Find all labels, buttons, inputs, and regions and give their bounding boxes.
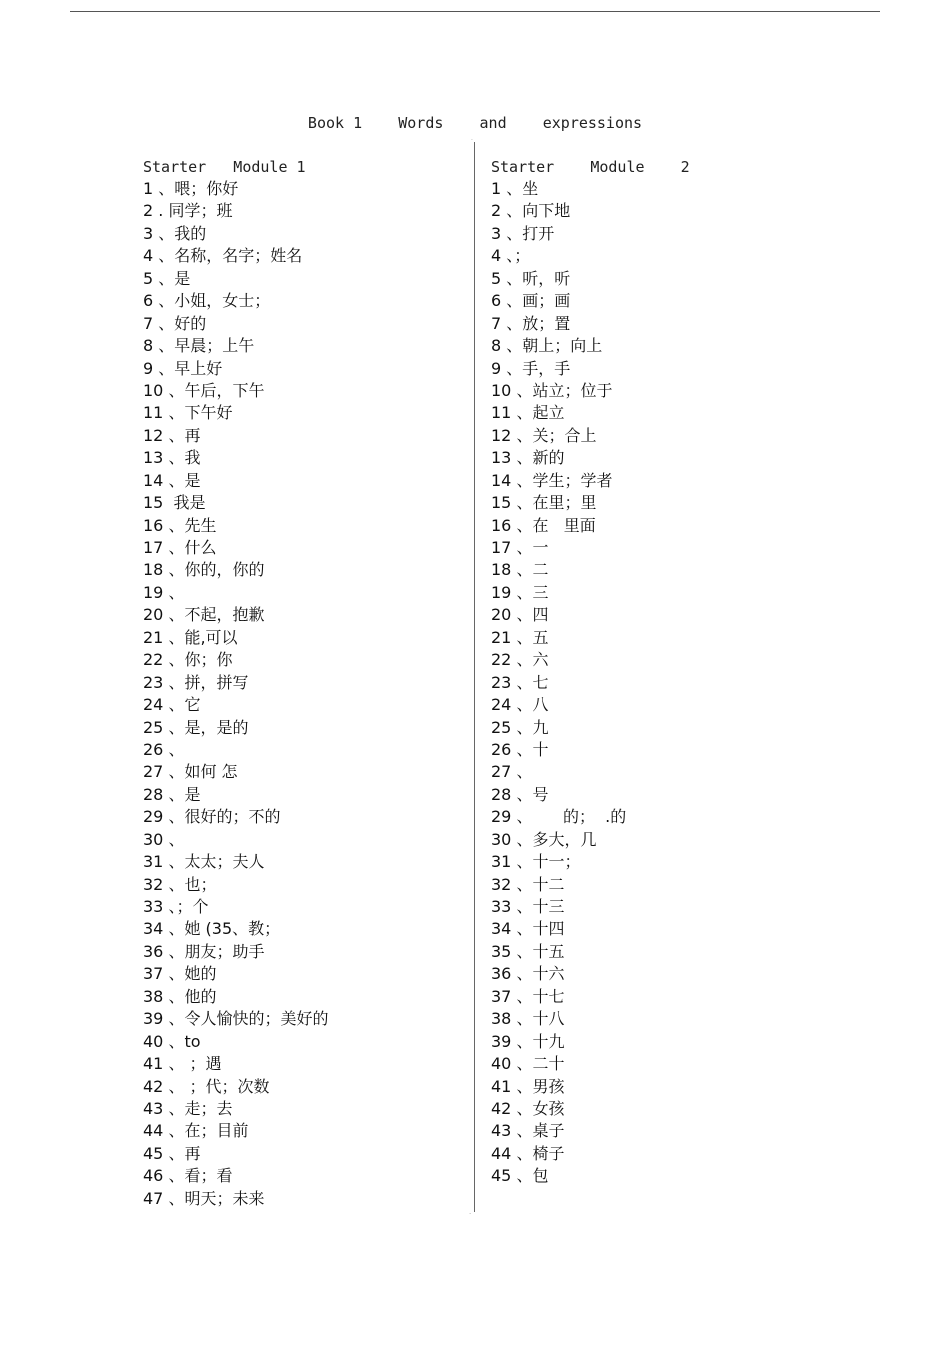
word-entry: 19 、三 bbox=[491, 582, 549, 602]
word-entry: 44 、椅子 bbox=[491, 1143, 565, 1163]
word-entry: 30 、 bbox=[143, 829, 185, 849]
word-entry: 37 、十七 bbox=[491, 986, 565, 1006]
word-entry: 17 、一 bbox=[491, 538, 549, 557]
word-entry: 17 、什么 bbox=[143, 538, 217, 557]
word-entry: 3 、我的 bbox=[143, 223, 207, 243]
word-entry: 20 、不起，抱歉 bbox=[143, 605, 265, 625]
word-entry: 38 、十八 bbox=[491, 1009, 565, 1029]
word-entry: 10 、站立；位于 bbox=[491, 380, 613, 400]
word-entry: 4 、名称，名字；姓名 bbox=[143, 246, 303, 266]
word-entry: 32 、也； bbox=[143, 874, 217, 894]
left-column bbox=[143, 156, 463, 1210]
word-entry: 23 、七 bbox=[491, 672, 549, 692]
word-entry: 37 、她的 bbox=[143, 964, 217, 984]
word-entry: 6 、画；画 bbox=[491, 291, 571, 311]
word-entry: 2 、向下地 bbox=[491, 201, 571, 221]
word-entry: 1 、坐 bbox=[491, 179, 539, 198]
word-entry: 33 、十三 bbox=[491, 897, 565, 916]
word-entry: 25 、九 bbox=[491, 717, 549, 737]
word-entry: 36 、十六 bbox=[491, 964, 565, 984]
word-entry: 11 、起立 bbox=[491, 403, 565, 423]
word-entry: 18 、你的，你的 bbox=[143, 560, 265, 580]
word-entry: 12 、再 bbox=[143, 425, 201, 445]
word-entry: 46 、看；看 bbox=[143, 1166, 233, 1186]
word-entry: 1 、喂；你好 bbox=[143, 179, 239, 198]
word-entry: 45 、包 bbox=[491, 1166, 549, 1186]
word-entry: 32 、十二 bbox=[491, 874, 565, 894]
document-title: Book 1 Words and expressions bbox=[307, 114, 643, 132]
word-entry: 9 、早上好 bbox=[143, 358, 223, 378]
left-column-heading: Starter Module 1 bbox=[143, 158, 306, 176]
word-entry: 14 、是 bbox=[143, 470, 201, 490]
word-entry: 40 、to bbox=[143, 1031, 201, 1051]
word-entry: 10 、午后，下午 bbox=[143, 380, 265, 400]
word-entry: 36 、朋友；助手 bbox=[143, 941, 265, 961]
top-rule bbox=[70, 11, 880, 12]
word-entry: 15 、在里；里 bbox=[491, 493, 597, 513]
divider-bottom-mark: · bbox=[469, 1210, 472, 1218]
word-entry: 41 、男孩 bbox=[491, 1076, 565, 1096]
word-entry: 8 、早晨；上午 bbox=[143, 336, 255, 356]
word-entry: 11 、下午好 bbox=[143, 403, 233, 423]
word-entry: 16 、在 里面 bbox=[491, 515, 596, 535]
word-entry: 26 、 bbox=[143, 739, 185, 759]
word-entry: 42 、 ；代；次数 bbox=[143, 1076, 270, 1096]
word-entry: 22 、你；你 bbox=[143, 650, 233, 670]
word-entry: 7 、放；置 bbox=[491, 313, 571, 333]
word-entry: 12 、关；合上 bbox=[491, 425, 597, 445]
word-entry: 25 、是，是的 bbox=[143, 717, 249, 737]
word-entry: 39 、十九 bbox=[491, 1031, 565, 1051]
word-entry: 13 、我 bbox=[143, 448, 201, 468]
word-entry: 16 、先生 bbox=[143, 515, 217, 535]
word-entry: 29 、 的； .的 bbox=[491, 807, 627, 827]
word-entry: 44 、在；目前 bbox=[143, 1121, 249, 1141]
word-entry: 30 、多大，几 bbox=[491, 829, 597, 849]
word-entry: 24 、八 bbox=[491, 695, 549, 715]
word-entry: 41 、 ；遇 bbox=[143, 1054, 222, 1074]
word-entry: 38 、他的 bbox=[143, 986, 217, 1006]
word-entry: 34 、十四 bbox=[491, 919, 565, 939]
right-word-list bbox=[491, 178, 811, 1188]
word-entry: 14 、学生；学者 bbox=[491, 470, 613, 490]
divider-top-mark: · bbox=[471, 137, 473, 144]
word-entry: 34 、她 (35、教； bbox=[143, 919, 281, 939]
word-entry: 42 、女孩 bbox=[491, 1098, 565, 1118]
word-entry: 5 、是 bbox=[143, 268, 191, 288]
right-column bbox=[491, 156, 811, 1188]
word-entry: 33 、；个 bbox=[143, 897, 209, 916]
word-entry: 15 我是 bbox=[143, 493, 206, 513]
word-entry: 7 、好的 bbox=[143, 313, 207, 333]
left-word-list bbox=[143, 178, 463, 1210]
word-entry: 31 、太太；夫人 bbox=[143, 852, 265, 872]
word-entry: 35 、十五 bbox=[491, 941, 565, 961]
word-entry: 5 、听，听 bbox=[491, 268, 571, 288]
right-column-heading: Starter Module 2 bbox=[491, 158, 690, 176]
word-entry: 22 、六 bbox=[491, 650, 549, 670]
word-entry: 9 、手，手 bbox=[491, 358, 571, 378]
word-entry: 13 、新的 bbox=[491, 448, 565, 468]
word-entry: 31 、十一； bbox=[491, 852, 581, 872]
word-entry: 40 、二十 bbox=[491, 1054, 565, 1074]
word-entry: 21 、能,可以 bbox=[143, 627, 238, 647]
word-entry: 3 、打开 bbox=[491, 223, 555, 243]
word-entry: 6 、小姐，女士； bbox=[143, 291, 271, 311]
word-entry: 29 、很好的；不的 bbox=[143, 807, 281, 827]
word-entry: 26 、十 bbox=[491, 739, 549, 759]
word-entry: 43 、走；去 bbox=[143, 1098, 233, 1118]
word-entry: 4 、； bbox=[491, 246, 531, 266]
word-entry: 18 、二 bbox=[491, 560, 549, 580]
word-entry: 23 、拼，拼写 bbox=[143, 672, 249, 692]
word-entry: 28 、号 bbox=[491, 784, 549, 804]
word-entry: 24 、它 bbox=[143, 695, 201, 715]
word-entry: 19 、 bbox=[143, 582, 185, 602]
word-entry: 27 、如何 怎 bbox=[143, 762, 238, 782]
word-entry: 20 、四 bbox=[491, 605, 549, 625]
word-entry: 43 、桌子 bbox=[491, 1121, 565, 1141]
column-divider bbox=[474, 142, 475, 1212]
word-entry: 39 、令人愉快的；美好的 bbox=[143, 1009, 329, 1029]
word-entry: 47 、明天；未来 bbox=[143, 1188, 265, 1208]
word-entry: 8 、朝上；向上 bbox=[491, 336, 603, 356]
word-entry: 21 、五 bbox=[491, 627, 549, 647]
word-entry: 45 、再 bbox=[143, 1143, 201, 1163]
word-entry: 2 . 同学；班 bbox=[143, 201, 233, 221]
word-entry: 28 、是 bbox=[143, 784, 201, 804]
word-entry: 27 、 bbox=[491, 762, 533, 782]
